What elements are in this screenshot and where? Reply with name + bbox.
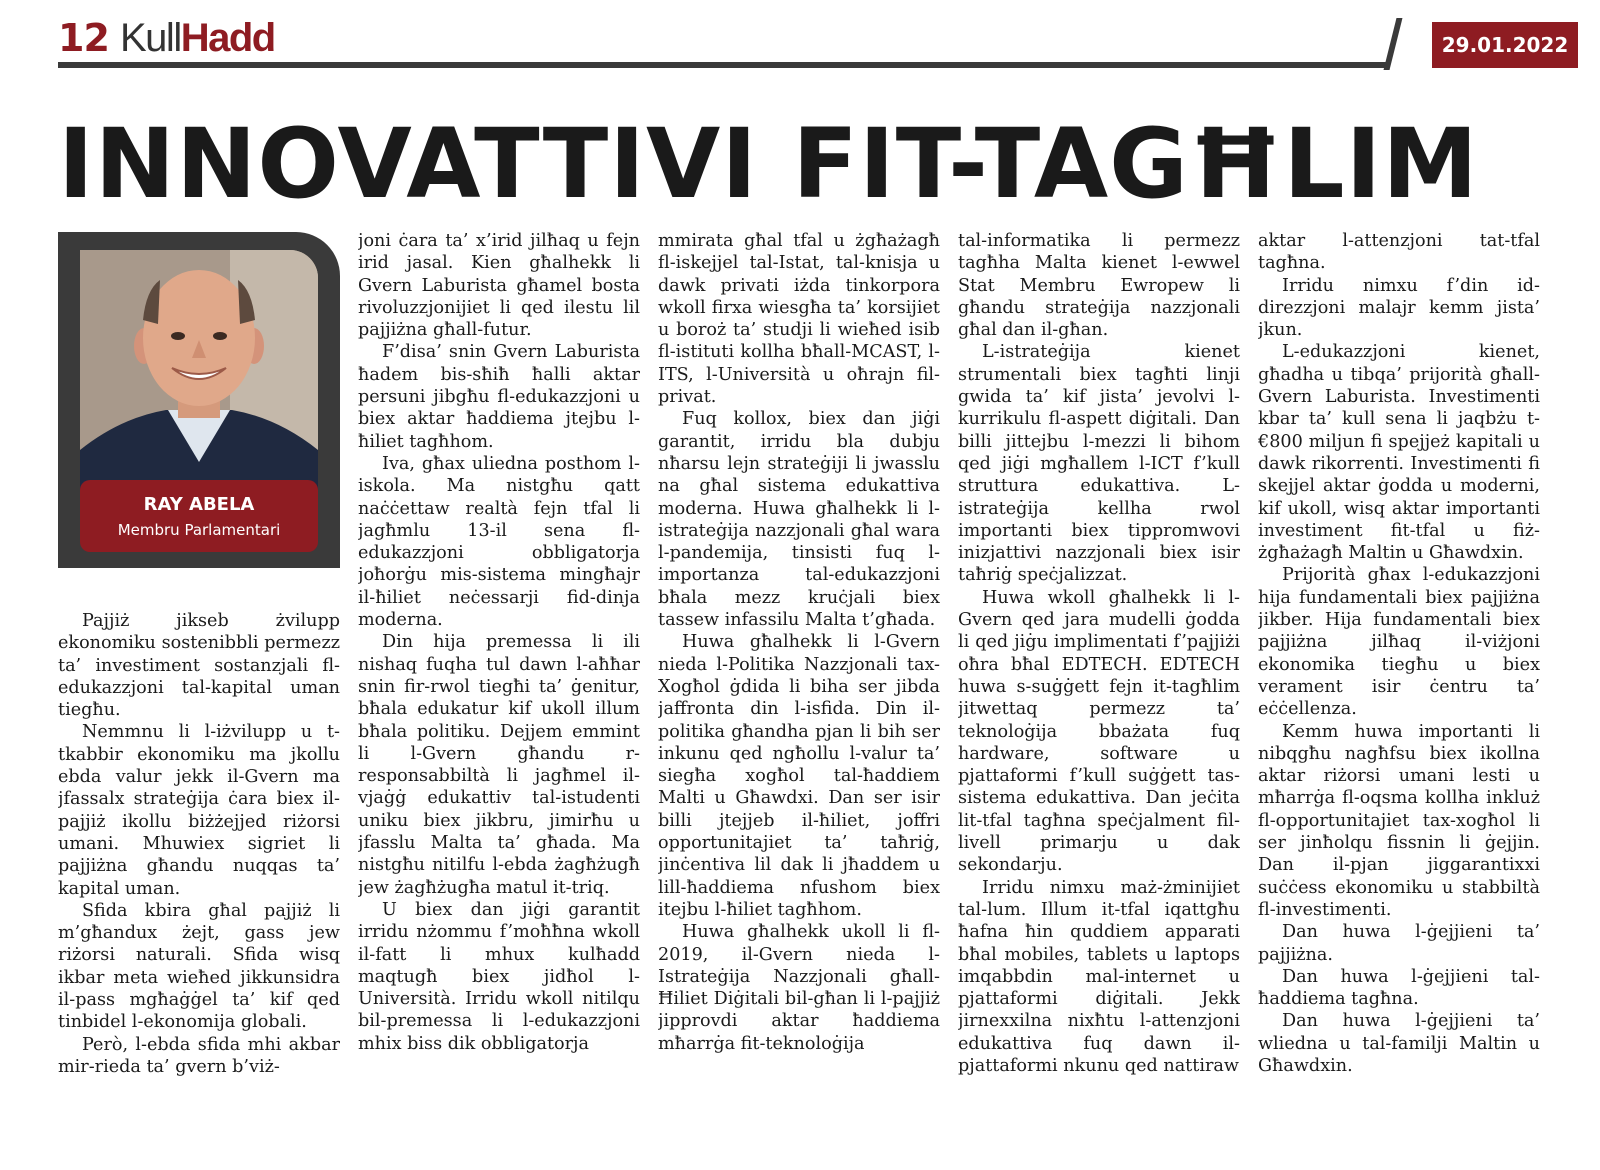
article-column-1 — [58, 610, 340, 1090]
page-number: 12 — [58, 16, 109, 60]
logo-hadd: Hadd — [180, 16, 275, 60]
article-paragraph: U biex dan jiġi garantit irridu nżommu f’moħħna wkoll il-fatt li mhux kulħadd maqtugħ biex jidħol l-Università. Irridu wkoll nitilqu bil-premessa li l-edukazzjoni mhix biss dik obbligatorja — [358, 899, 640, 1054]
article-column-5 — [1258, 230, 1540, 1080]
article-paragraph: Sfida kbira għal pajjiż li m’għandux żejt, gass jew riżorsi naturali. Sfida wisq ikbar meta wieħed jikkunsidra il-pass mgħaġġel ta’ kif qed tinbidel l-ekonomija globali. — [58, 900, 340, 1033]
article-paragraph: Dan huwa l-ġejjieni ta’ wliedna u tal-familji Maltin u Għawdxin. — [1258, 1011, 1540, 1076]
author-portrait-icon — [80, 250, 318, 496]
article-paragraph: Dan huwa l-ġejjieni tal-ħaddiema tagħna. — [1258, 966, 1540, 1010]
author-photo — [80, 250, 318, 496]
article-paragraph: L-istrateġija kienet strumentali biex tagħti linji gwida ta’ kif jista’ jevolvi l-kurrikulu fl-aspett diġitali. Dan billi jittejbu l-mezzi li bihom qed jiġi mgħallem l-ICT f’kull struttura edukattiva. L-istrateġija kellha rwol importanti biex tippromwovi inizjattivi nazzjonali biex isir taħriġ speċjalizzat. — [958, 342, 1240, 586]
article-paragraph: Huwa għalhekk li l-Gvern nieda l-Politika Nazzjonali tax-Xogħol ġdida li biha ser jibda jaffronta din l-isfida. Din il-politika għandha pjan li bih ser inkunu qed ngħollu l-valur ta’ siegħa xogħol tal-ħaddiem Malti u Għawdxi. Dan ser isir billi jtejjeb il-ħiliet, joffri opportunitajiet ta’ taħriġ, jinċentiva lil dak li jħaddem u lill-ħaddiema nfushom biex itejbu l-ħiliet tagħhom. — [658, 632, 940, 920]
article-paragraph: Pajjiż jikseb żvilupp ekonomiku sostenibbli permezz ta’ investiment sostanzjali fl-edukazzjoni tal-kapital uman tiegħu. — [58, 611, 340, 721]
article-paragraph: Fuq kollox, biex dan jiġi garantit, irridu bla dubju nħarsu lejn strateġiji li jwasslu na għal sistema edukattiva moderna. Huwa għalhekk li l-istrateġija nazzjonali għal wara l-pandemija, tinsisti fuq l-importanza tal-edukazzjoni bħala mezz kruċjali biex tassew infassilu Malta t’għada. — [658, 409, 940, 631]
article-paragraph: joni ċara ta’ x’irid jilħaq u fejn irid jasal. Kien għalhekk li Gvern Laburista għamel bosta rivoluzzjonijiet li qed ilestu lil pajjiżna għall-futur. — [358, 231, 640, 341]
newspaper-logo — [120, 16, 275, 60]
article-column-4 — [958, 230, 1240, 1080]
photo-frame-bottom — [58, 558, 340, 568]
author-name: RAY ABELA — [143, 494, 255, 515]
article-paragraph: Din hija premessa li ili nishaq fuqha tul dawn l-aħħar snin fir-rwol tiegħi ta’ ġenitur, bħala edukatur kif ukoll illum bħala politiku. Dejjem emmint li l-Gvern għandu r-responsabbiltà li jagħmel il-vjaġġ edukattiv tal-istudenti uniku biex jikbru, jimirħu u jfasslu Malta ta’ għada. Ma nistgħu nitilfu l-ebda żagħżugħ jew żagħżugħa matul it-triq. — [358, 632, 640, 898]
article-paragraph: aktar l-attenzjoni tat-tfal tagħna. — [1258, 231, 1540, 274]
article-paragraph: Kemm huwa importanti li nibqgħu nagħfsu biex ikollna aktar riżorsi umani lesti u mħarrġa fl-oqsma kollha inkluż fl-opportunitajiet tax-xogħol li ser jinħolqu fissnin li ġejjin. Dan il-pjan jiggarantixxi suċċess ekonomiku u stabbiltà fl-investimenti. — [1258, 721, 1540, 920]
article-paragraph: Irridu nimxu maż-żminijiet tal-lum. Illum it-tfal iqattgħu ħafna ħin quddiem apparati bħal mobiles, tablets u laptops imqabbdin mal-internet u pjattaformi diġitali. Jekk jirnexxilna nixħtu l-attenzjoni edukattiva fuq dawn il-pjattaformi nkunu qed nattiraw — [958, 877, 1240, 1076]
article-column-2 — [358, 230, 640, 1080]
issue-date: 29.01.2022 — [1432, 22, 1578, 68]
article-column-3 — [658, 230, 940, 1080]
article-paragraph: Dan huwa l-ġejjieni ta’ pajjiżna. — [1258, 922, 1540, 965]
author-photo-frame — [58, 232, 340, 568]
author-role: Membru Parlamentari — [117, 521, 281, 539]
article-paragraph: mmirata għal tfal u żgħażagħ fl-iskejjel tal-Istat, tal-knisja u dawk privati iżda tinkorpora wkoll firxa wiesgħa ta’ korsijiet u boroż ta’ studji li wieħed isib fl-istituti kollha bħall-MCAST, l-ITS, l-Università u oħrajn fil-privat. — [658, 231, 940, 408]
article-paragraph: Prijorità għax l-edukazzjoni hija fundamentali biex pajjiżna jikber. Hija fundamentali biex pajjiżna jilħaq il-viżjoni ekonomika tiegħu u biex verament isir ċentru ta’ eċċellenza. — [1258, 565, 1540, 720]
logo-kull: Kull — [120, 16, 181, 60]
article-headline: INNOVATTIVI FIT-TAGĦLIM — [58, 108, 1479, 220]
article-paragraph: Iva, għax uliedna posthom l-iskola. Ma nistgħu qatt naċċettaw realtà fejn tfal li jagħmlu 13-il sena fl-edukazzjoni obbligatorja joħorġu mis-sistema mingħajr il-ħiliet neċessarji fid-dinja moderna. — [358, 453, 640, 631]
article-paragraph: Huwa għalhekk ukoll li fl-2019, il-Gvern nieda l-Istrateġija Nazzjonali għall-Ħiliet Diġitali bil-għan li l-pajjiż jipprovdi aktar ħaddiema mħarrġa fit-teknoloġija — [658, 922, 940, 1054]
article-paragraph: Huwa wkoll għalhekk li l-Gvern qed jara mudelli ġodda li qed jiġu implimentati f’pajjiżi oħra bħal EDTECH. EDTECH huwa s-suġġett fejn it-tagħlim jitwettaq permezz ta’ teknoloġija bbażata fuq hardware, software u pjattaformi f’kull suġġett tas-sistema edukattiva. Dan jeċita lit-tfal tagħna speċjalment fil-livell primarju u dak sekondarju. — [958, 587, 1240, 876]
article-paragraph: F’disa’ snin Gvern Laburista ħadem bis-sħiħ ħalli aktar persuni jibgħu fl-edukazzjoni u biex aktar ħaddiema jtejbu l-ħiliet tagħhom. — [358, 342, 640, 452]
masthead — [58, 14, 1578, 70]
article-paragraph: Però, l-ebda sfida mhi akbar mir-rieda ta’ gvern b’viż- — [58, 1034, 340, 1077]
header-divider — [1384, 18, 1403, 70]
article-paragraph: Nemmnu li l-iżvilupp u t-tkabbir ekonomiku ma jkollu ebda valur jekk il-Gvern ma jfassalx strateġija ċara biex il-pajjiż ikollu biżżejjed riżorsi umani. Mhuwiex sigriet li pajjiżna għandu nuqqas ta’ kapital uman. — [58, 722, 340, 899]
article-paragraph: L-edukazzjoni kienet, għadha u tibqa’ prijorità għall-Gvern Laburista. Investimenti kbar ta’ kull sena li jaqbżu t-€800 miljun fi spejjeż kapitali u dawk rikorrenti. Investimenti fi skejjel aktar ġodda u moderni, kif ukoll, wisq aktar importanti investiment fit-tfal u fiż-żgħażagħ Maltin u Għawdxin. — [1258, 342, 1540, 564]
header-rule — [58, 62, 1388, 68]
article-paragraph: tal-informatika li permezz tagħha Malta kienet l-ewwel Stat Membru Ewropew li għandu strateġija nazzjonali għal dan il-għan. — [958, 231, 1240, 341]
author-caption — [80, 480, 318, 552]
article-paragraph: Irridu nimxu f’din id-direzzjoni malajr kemm jista’ jkun. — [1258, 275, 1540, 341]
